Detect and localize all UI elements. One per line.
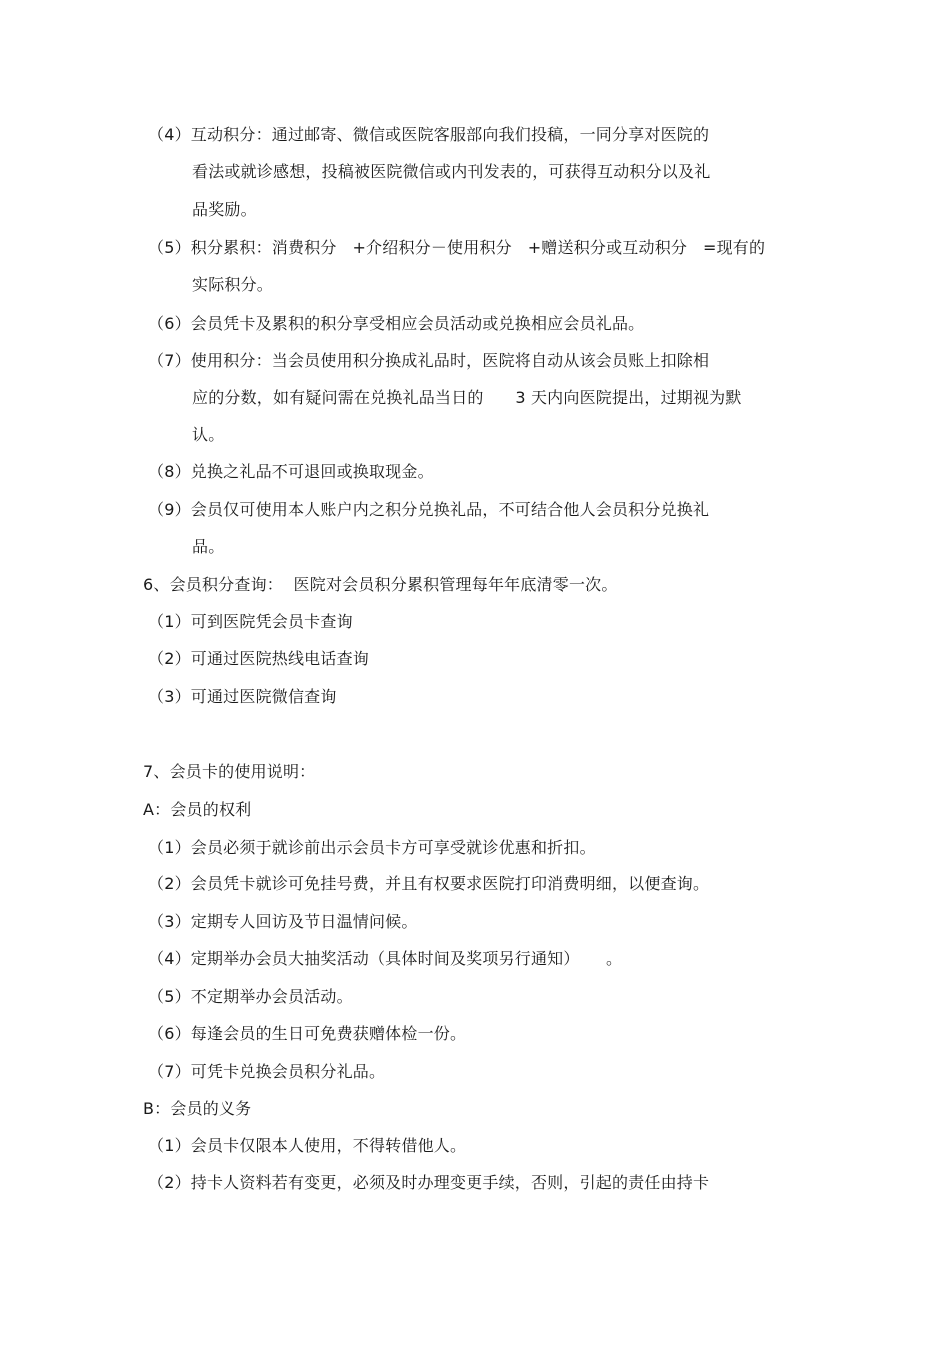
text-line: （9）会员仅可使用本人账户内之积分兑换礼品，不可结合他人会员积分兑换礼	[148, 500, 710, 519]
text-line: （6）会员凭卡及累积的积分享受相应会员活动或兑换相应会员礼品。	[148, 314, 645, 333]
text-line: （1）可到医院凭会员卡查询	[148, 612, 353, 631]
text-line: 实际积分。	[192, 275, 274, 294]
text-line: （6）每逢会员的生日可免费获赠体检一份。	[148, 1024, 467, 1043]
text-line: （5）积分累积：消费积分 +介绍积分－使用积分 +赠送积分或互动积分 =现有的	[148, 238, 766, 257]
text-line: （4）互动积分：通过邮寄、微信或医院客服部向我们投稿，一同分享对医院的	[148, 125, 710, 144]
text-line: （5）不定期举办会员活动。	[148, 987, 353, 1006]
text-line: 品。	[192, 537, 225, 556]
text-line: 认。	[192, 425, 225, 444]
text-line: （8）兑换之礼品不可退回或换取现金。	[148, 462, 434, 481]
text-line: （3）定期专人回访及节日温情问候。	[148, 912, 418, 931]
text-line: 应的分数，如有疑问需在兑换礼品当日的 3 天内向医院提出，过期视为默	[192, 388, 742, 407]
subsection-heading: B：会员的义务	[143, 1099, 252, 1118]
text-line: （7）可凭卡兑换会员积分礼品。	[148, 1062, 386, 1081]
section-heading: 7、会员卡的使用说明：	[143, 762, 316, 781]
text-line: （4）定期举办会员大抽奖活动（具体时间及奖项另行通知） 。	[148, 949, 623, 968]
text-line: 品奖励。	[192, 200, 257, 219]
text-line: （2）可通过医院热线电话查询	[148, 649, 369, 668]
text-line: （1）会员必须于就诊前出示会员卡方可享受就诊优惠和折扣。	[148, 838, 596, 857]
text-line: （1）会员卡仅限本人使用，不得转借他人。	[148, 1136, 467, 1155]
text-line: 看法或就诊感想，投稿被医院微信或内刊发表的，可获得互动积分以及礼	[192, 162, 711, 181]
section-heading: 6、会员积分查询： 医院对会员积分累积管理每年年底清零一次。	[143, 575, 618, 594]
text-line: （3）可通过医院微信查询	[148, 687, 337, 706]
text-line: （2）持卡人资料若有变更，必须及时办理变更手续，否则，引起的责任由持卡	[148, 1173, 710, 1192]
subsection-heading: A：会员的权利	[143, 800, 252, 819]
text-line: （7）使用积分：当会员使用积分换成礼品时，医院将自动从该会员账上扣除相	[148, 351, 710, 370]
text-line: （2）会员凭卡就诊可免挂号费，并且有权要求医院打印消费明细，以便查询。	[148, 874, 710, 893]
